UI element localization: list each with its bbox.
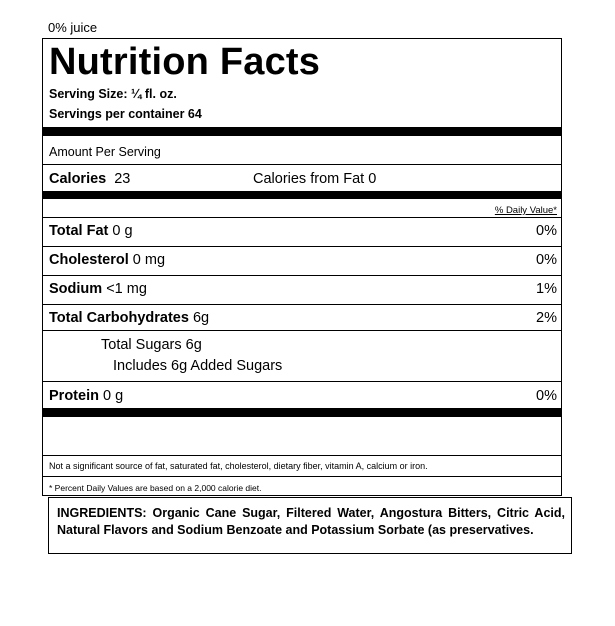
- nutrient-label: Cholesterol: [49, 252, 129, 268]
- nutrition-facts-panel: [42, 38, 562, 496]
- nutrient-amount: 0 mg: [128, 252, 166, 268]
- divider: [43, 217, 561, 218]
- nutrient-amount: 0 g: [98, 388, 124, 404]
- panel-title: Nutrition Facts: [49, 41, 321, 83]
- nutrient-row-total-fat: [49, 223, 557, 239]
- divider: [43, 304, 561, 305]
- added-sugars: Includes 6g Added Sugars: [113, 358, 283, 374]
- thick-divider: [43, 127, 561, 136]
- nutrient-row-total-carbohydrates: [49, 310, 557, 326]
- nutrient-label: Protein: [49, 388, 99, 404]
- nutrient-label: Sodium: [49, 281, 103, 297]
- daily-value-header: % Daily Value*: [494, 205, 557, 216]
- serving-size: Serving Size: ¼ fl. oz.: [49, 87, 177, 101]
- nutrient-dv: 1%: [536, 281, 557, 297]
- daily-value-footnote: * Percent Daily Values are based on a 2,000 calorie diet.: [49, 483, 262, 493]
- divider: [43, 455, 561, 456]
- thick-divider: [43, 191, 561, 199]
- divider: [43, 330, 561, 331]
- calories-from-fat: Calories from Fat 0: [253, 171, 377, 187]
- nutrient-dv: 2%: [536, 310, 557, 326]
- nutrient-label: Total Carbohydrates: [49, 310, 189, 326]
- divider: [43, 476, 561, 477]
- servings-per-container: Servings per container 64: [49, 107, 202, 121]
- divider: [43, 275, 561, 276]
- ingredients-box: INGREDIENTS: Organic Cane Sugar, Filtered Water, Angostura Bitters, Citric Acid, Natural Flavors and Sodium Benzoate and Potassium Sorbate (as preservatives.: [48, 497, 572, 554]
- nutrient-dv: 0%: [536, 252, 557, 268]
- nutrient-label: Total Fat: [49, 223, 109, 239]
- total-sugars: Total Sugars 6g: [101, 337, 202, 353]
- not-significant-note: Not a significant source of fat, saturated fat, cholesterol, dietary fiber, vitamin A, calcium or iron.: [49, 461, 428, 471]
- calories-value: 23: [114, 171, 131, 187]
- nutrient-dv: 0%: [536, 223, 557, 239]
- divider: [43, 246, 561, 247]
- nutrient-row-cholesterol: [49, 252, 557, 268]
- nutrient-amount: 6g: [188, 310, 210, 326]
- divider: [43, 164, 561, 165]
- calories-label: Calories: [49, 171, 107, 187]
- nutrient-row-sodium: [49, 281, 557, 297]
- divider: [43, 381, 561, 382]
- amount-per-serving: Amount Per Serving: [49, 145, 161, 159]
- nutrient-amount: 0 g: [108, 223, 133, 239]
- nutrient-row-protein: [49, 388, 557, 404]
- nutrient-dv: 0%: [536, 388, 557, 404]
- product-note: 0% juice: [48, 20, 98, 35]
- nutrient-amount: <1 mg: [102, 281, 147, 297]
- calories-row: [49, 171, 130, 187]
- thick-divider: [43, 408, 561, 417]
